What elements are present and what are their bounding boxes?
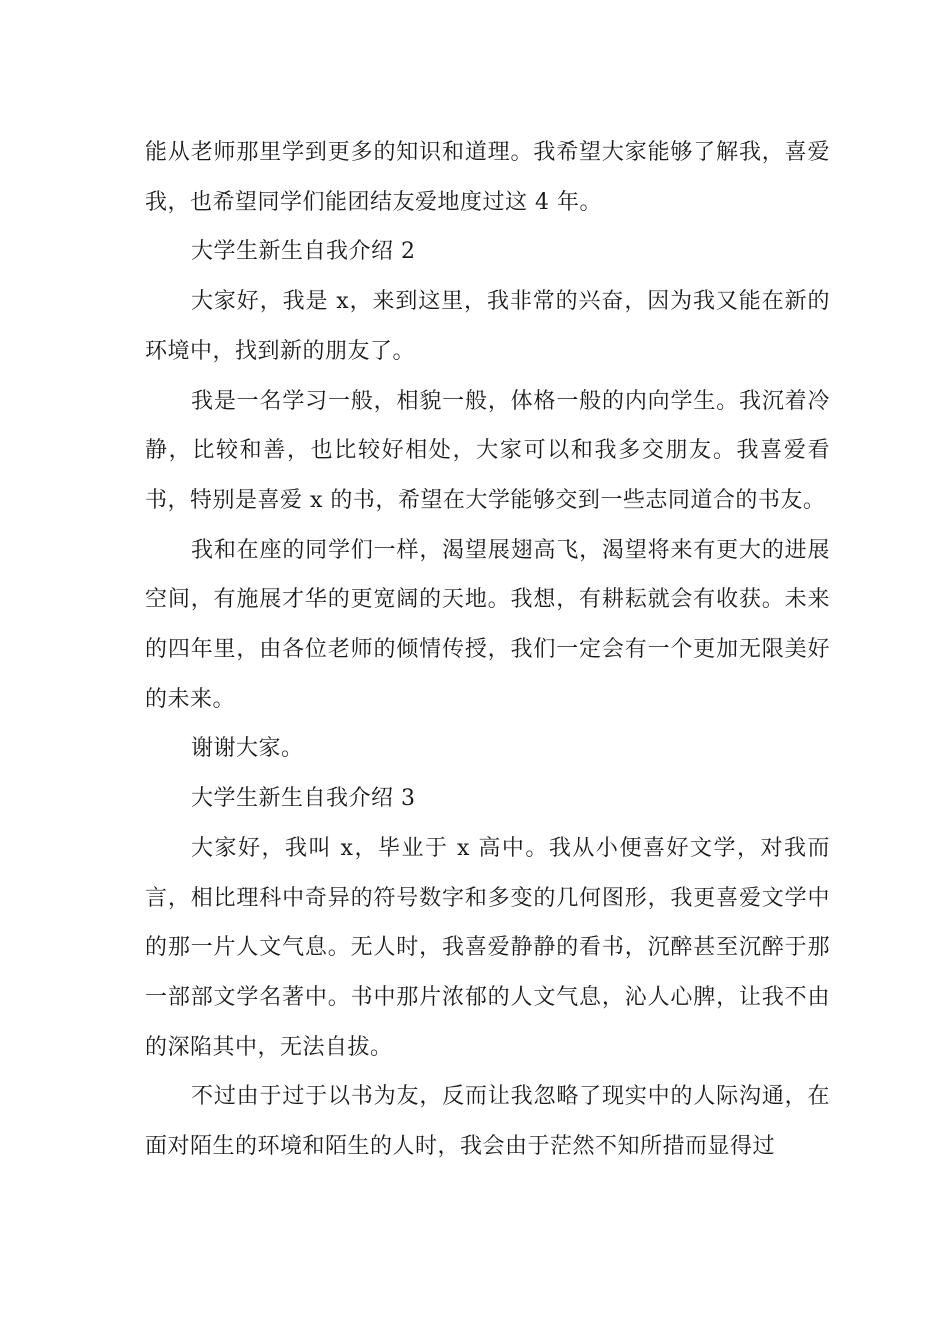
paragraph: 我是一名学习一般，相貌一般，体格一般的内向学生。我沉着冷静，比较和善，也比较好相处，大家可以和我多交朋友。我喜爱看书，特别是喜爱 x 的书，希望在大学能够交到一些志同道合的书友。	[145, 388, 830, 513]
paragraph: 谢谢大家。	[191, 736, 304, 762]
section-heading-3: 大学生新生自我介绍 3	[191, 786, 416, 812]
paragraph-truncated: 不过由于过于以书为友，反而让我忽略了现实中的人际沟通，在面对陌生的环境和陌生的人时，我会由于茫然不知所措而显得过	[145, 1084, 830, 1160]
section-heading-2: 大学生新生自我介绍 2	[191, 239, 416, 265]
paragraph: 大家好，我叫 x，毕业于 x 高中。我从小便喜好文学，对我而言，相比理科中奇异的符号数字和多变的几何图形，我更喜爱文学中的那一片人文气息。无人时，我喜爱静静的看书，沉醉甚至沉醉于那一部部文学名著中。书中那片浓郁的人文气息，沁人心脾，让我不由的深陷其中，无法自拔。	[145, 835, 830, 1060]
paragraph: 我和在座的同学们一样，渴望展翅高飞，渴望将来有更大的进展空间，有施展才华的更宽阔的天地。我想，有耕耘就会有收获。未来的四年里，由各位老师的倾情传授，我们一定会有一个更加无限美好的未来。	[145, 537, 830, 712]
document-body	[145, 128, 830, 1172]
paragraph-continued: 能从老师那里学到更多的知识和道理。我希望大家能够了解我，喜爱我，也希望同学们能团结友爱地度过这 4 年。	[145, 140, 830, 215]
paragraph: 大家好，我是 x，来到这里，我非常的兴奋，因为我又能在新的环境中，找到新的朋友了。	[145, 289, 830, 364]
